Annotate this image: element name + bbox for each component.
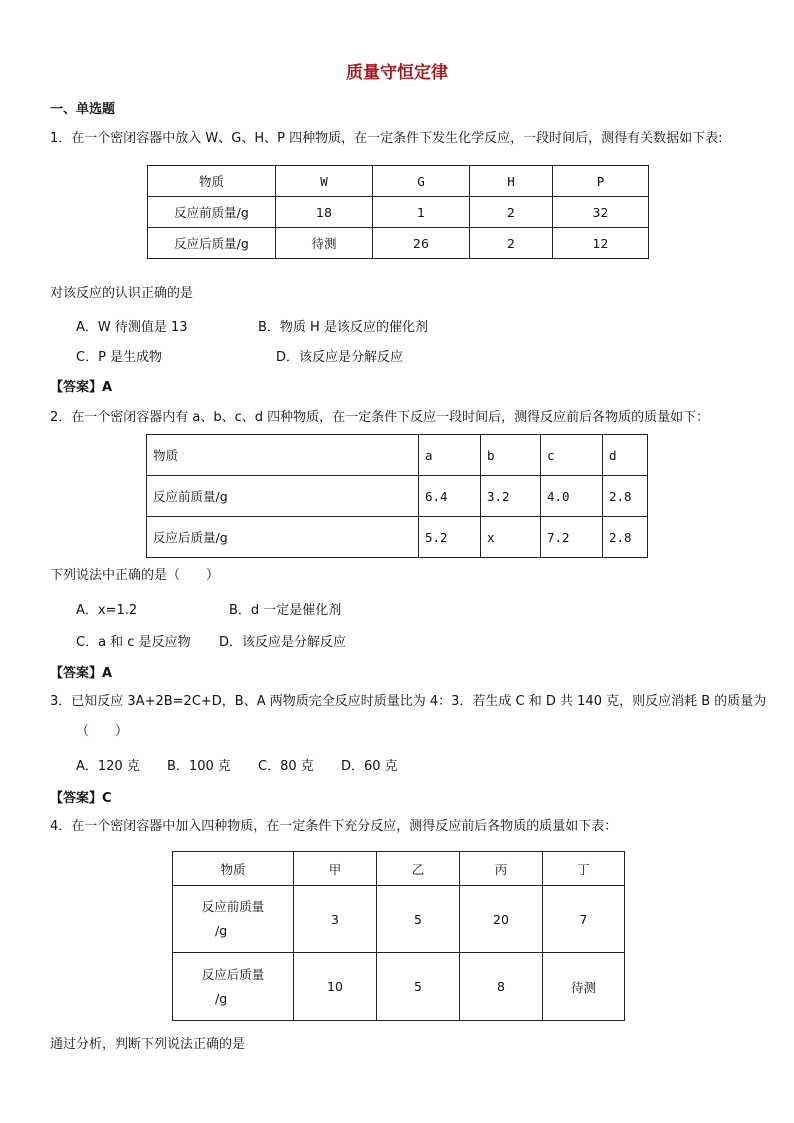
q2-table xyxy=(146,434,648,558)
table-cell: 18 xyxy=(276,197,373,228)
table-cell: 反应前质量/g xyxy=(148,197,276,228)
q2-stem: 2．在一个密闭容器内有 a、b、c、d 四种物质，在一定条件下反应一段时间后，测得反应前后各物质的质量如下： xyxy=(50,410,710,425)
row-label-line-1: 反应前质量 xyxy=(201,899,265,914)
table-cell: 32 xyxy=(553,197,649,228)
row-label-line-1: 反应后质量 xyxy=(201,966,265,982)
table-row xyxy=(148,228,649,259)
table-cell: 反应后质量/g xyxy=(147,517,419,558)
table-cell: 反应前质量/g xyxy=(147,476,419,517)
q3-stem-blank: （ ） xyxy=(76,724,129,739)
q2-option-c: C．a 和 c 是反应物 xyxy=(76,635,191,650)
table-cell: x xyxy=(481,517,541,558)
table-cell: a xyxy=(419,435,481,476)
q3-option-b: B．100 克 xyxy=(167,759,231,774)
table-cell: 6.4 xyxy=(419,476,481,517)
table-cell: 3 xyxy=(294,886,377,953)
table-cell: 1 xyxy=(373,197,470,228)
table-row xyxy=(173,886,625,953)
q1-stem: 1．在一个密闭容器中放入 W、G、H、P 四种物质，在一定条件下发生化学反应，一段时间后，测得有关数据如下表: xyxy=(50,131,723,146)
q1-question: 对该反应的认识正确的是 xyxy=(50,286,194,301)
table-cell: H xyxy=(470,166,553,197)
table-cell: 待测 xyxy=(276,228,373,259)
table-cell: W xyxy=(276,166,373,197)
table-cell: 丁 xyxy=(543,852,625,886)
table-header-row xyxy=(173,852,625,886)
table-cell: 2.8 xyxy=(603,517,648,558)
table-cell: 待测 xyxy=(543,953,625,1021)
q1-option-b: B．物质 H 是该反应的催化剂 xyxy=(258,320,428,335)
q3-option-a: A．120 克 xyxy=(76,759,140,774)
q3-stem: 3．已知反应 3A+2B=2C+D，B、A 两物质完全反应时质量比为 4：3．若生成 C 和 D 共 140 克，则反应消耗 B 的质量为 xyxy=(50,694,767,709)
section-heading: 一、单选题 xyxy=(50,102,116,117)
q4-stem: 4．在一个密闭容器中加入四种物质，在一定条件下充分反应，测得反应前后各物质的质量如下表： xyxy=(50,819,618,834)
table-cell: 物质 xyxy=(147,435,419,476)
q1-option-a: A．W 待测值是 13 xyxy=(76,320,188,335)
row-label-line-2: /g xyxy=(215,923,228,938)
table-cell: 3.2 xyxy=(481,476,541,517)
table-cell xyxy=(173,886,294,953)
table-cell: G xyxy=(373,166,470,197)
table-header-row xyxy=(148,166,649,197)
q2-option-a: A．x=1.2 xyxy=(76,603,138,618)
table-cell: 5.2 xyxy=(419,517,481,558)
table-row xyxy=(173,953,625,1021)
q2-question: 下列说法中正确的是（ ） xyxy=(50,568,220,583)
table-cell: 8 xyxy=(460,953,543,1021)
q3-answer: 【答案】C xyxy=(50,791,112,806)
table-cell: 丙 xyxy=(460,852,543,886)
table-cell: 5 xyxy=(377,886,460,953)
q4-question: 通过分析，判断下列说法正确的是 xyxy=(50,1037,246,1052)
q1-answer: 【答案】A xyxy=(50,380,113,395)
table-cell: 20 xyxy=(460,886,543,953)
table-cell: 2 xyxy=(470,197,553,228)
table-cell: 2.8 xyxy=(603,476,648,517)
table-cell: 物质 xyxy=(173,852,294,886)
table-cell: 4.0 xyxy=(541,476,603,517)
table-cell: 物质 xyxy=(148,166,276,197)
table-cell: 2 xyxy=(470,228,553,259)
table-cell: 26 xyxy=(373,228,470,259)
row-label-line-2: /g xyxy=(215,990,228,1006)
q3-option-c: C．80 克 xyxy=(258,759,314,774)
q3-option-d: D．60 克 xyxy=(341,759,398,774)
document-title: 质量守恒定律 xyxy=(346,63,448,83)
table-cell: d xyxy=(603,435,648,476)
table-cell: c xyxy=(541,435,603,476)
table-cell: 反应后质量/g xyxy=(148,228,276,259)
q2-answer: 【答案】A xyxy=(50,666,113,681)
q1-table xyxy=(147,165,649,259)
table-row xyxy=(147,517,648,558)
table-cell: 5 xyxy=(377,953,460,1021)
table-cell: b xyxy=(481,435,541,476)
q2-option-d: D．该反应是分解反应 xyxy=(219,635,347,650)
q1-option-d: D．该反应是分解反应 xyxy=(276,350,404,365)
table-cell: 乙 xyxy=(377,852,460,886)
table-row xyxy=(147,476,648,517)
table-cell: 甲 xyxy=(294,852,377,886)
table-cell: P xyxy=(553,166,649,197)
q4-table xyxy=(172,851,625,1021)
q1-option-c: C．P 是生成物 xyxy=(76,350,163,365)
table-cell: 12 xyxy=(553,228,649,259)
q2-option-b: B．d 一定是催化剂 xyxy=(229,603,342,618)
table-cell: 7.2 xyxy=(541,517,603,558)
table-cell: 10 xyxy=(294,953,377,1021)
table-cell xyxy=(173,953,294,1021)
table-cell: 7 xyxy=(543,886,625,953)
table-header-row xyxy=(147,435,648,476)
table-row xyxy=(148,197,649,228)
